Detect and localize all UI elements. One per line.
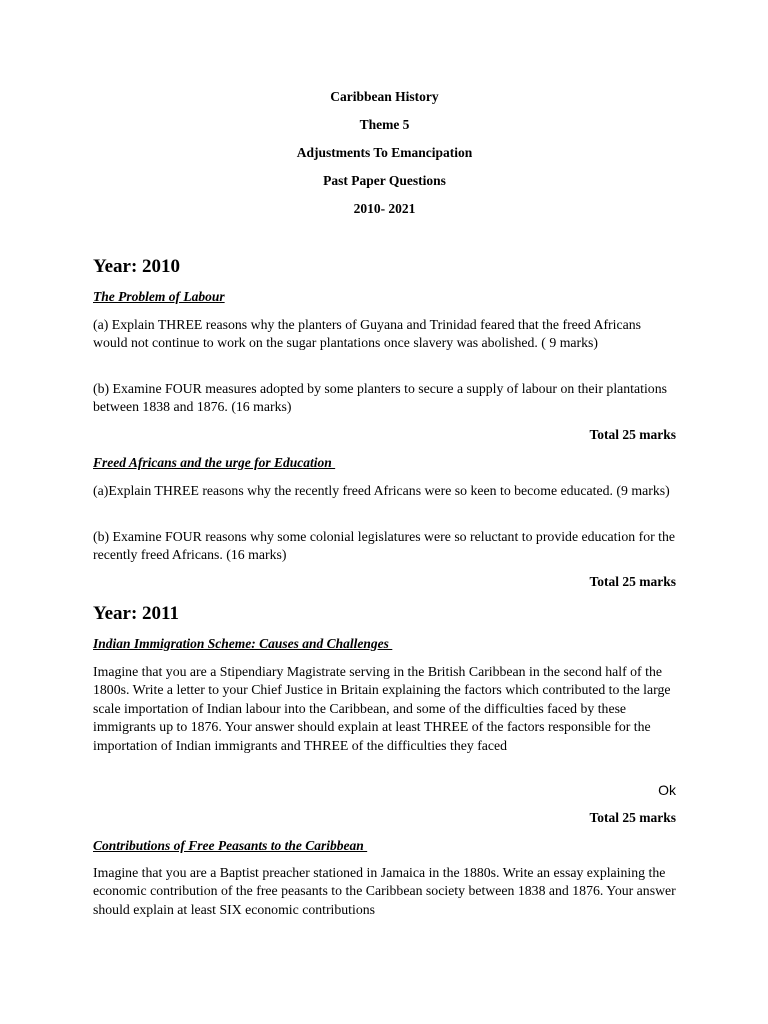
topic-heading: Freed Africans and the urge for Education (93, 455, 336, 470)
question-b: (b) Examine FOUR measures adopted by some planters to secure a supply of labour on their plantations between 1838 and 1876. (16 marks) (93, 381, 667, 415)
total-marks: Total 25 marks (589, 427, 676, 442)
question-a: (a)Explain THREE reasons why the recently freed Africans were so keen to become educated. (9 marks) (93, 483, 670, 498)
topic-heading: The Problem of Labour (93, 289, 225, 304)
question-essay: Imagine that you are a Baptist preacher stationed in Jamaica in the 1880s. Write an essay explaining the economic contribution of the free peasants to the Caribbean society between 1838 and 1876. Your answer should explain at least SIX economic contributions (93, 865, 676, 917)
theme-number: Theme 5 (359, 117, 410, 132)
year-heading-2010: Year: 2010 (93, 256, 181, 277)
year-range: 2010- 2021 (353, 201, 416, 216)
document-type: Past Paper Questions (323, 173, 446, 188)
topic-heading: Indian Immigration Scheme: Causes and Challenges (93, 636, 393, 651)
total-marks: Total 25 marks (589, 574, 676, 589)
theme-title: Adjustments To Emancipation (296, 145, 473, 160)
document-page (93, 0, 676, 1024)
topic-heading: Contributions of Free Peasants to the Caribbean (93, 838, 368, 853)
question-b: (b) Examine FOUR reasons why some colonial legislatures were so reluctant to provide education for the recently freed Africans. (16 marks) (93, 529, 675, 563)
question-essay: Imagine that you are a Stipendiary Magistrate serving in the British Caribbean in the second half of the 1800s. Write a letter to your Chief Justice in Britain explaining the factors which contributed to the large scale importation of Indian labour into the Caribbean, and some of the difficulties faced by these immigrants up to 1876. Your answer should explain at least THREE of the factors responsible for the importation of Indian immigrants and THREE of the difficulties they faced (93, 664, 671, 753)
year-heading-2011: Year: 2011 (93, 603, 180, 624)
question-a: (a) Explain THREE reasons why the planters of Guyana and Trinidad feared that the freed Africans would not continue to work on the sugar plantations once slavery was abolished. ( 9 marks) (93, 317, 642, 351)
total-marks: Total 25 marks (589, 810, 676, 825)
handwritten-note: Ok (658, 782, 676, 798)
subject-title: Caribbean History (330, 89, 439, 104)
